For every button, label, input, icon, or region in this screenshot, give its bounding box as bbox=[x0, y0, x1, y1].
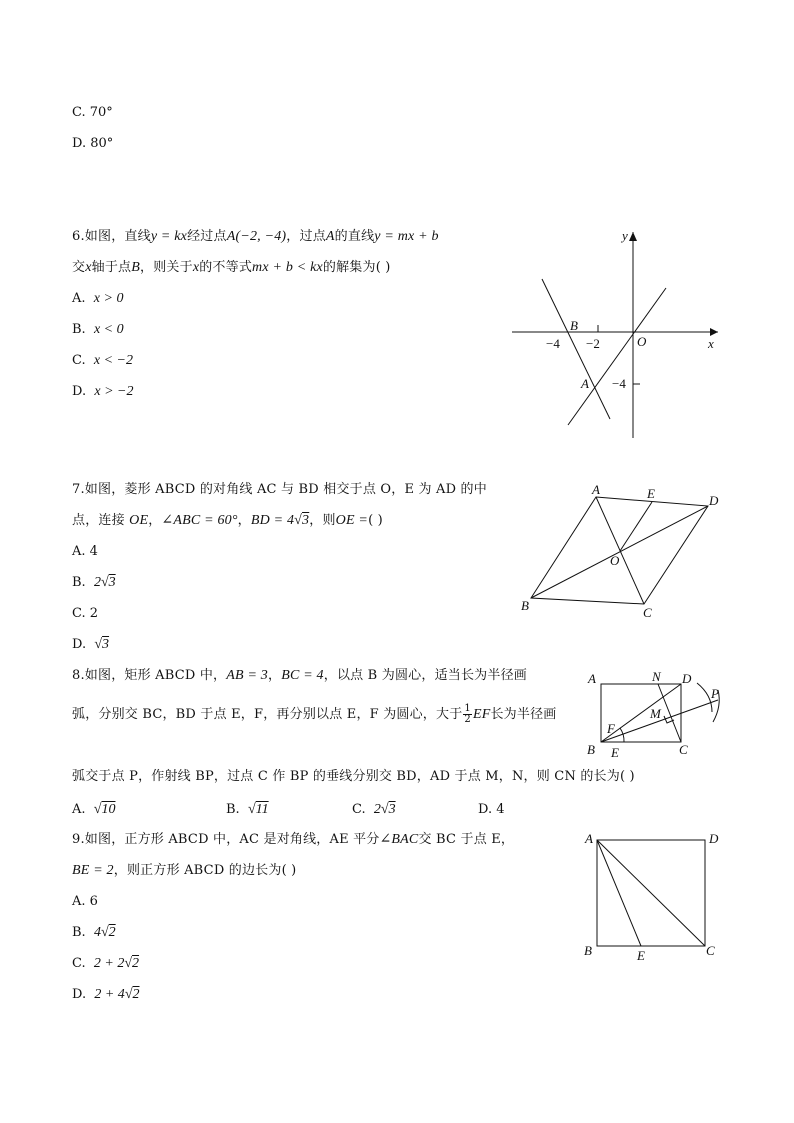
q8-label-b: B bbox=[587, 742, 595, 757]
q6-option-a[interactable]: A. x > 0 bbox=[72, 291, 124, 306]
q8-label-e: E bbox=[611, 745, 619, 760]
q8-label-p: P bbox=[711, 686, 719, 701]
q7-stem-line1: 7.如图，菱形 ABCD 的对角线 AC 与 BD 相交于点 O，E 为 AD 的中 bbox=[72, 482, 487, 497]
q7-label-a: A bbox=[592, 482, 600, 497]
q7-option-a[interactable]: A. 4 bbox=[72, 544, 98, 559]
q6-label-m4x: −4 bbox=[546, 336, 560, 351]
q8-fraction: $\frac{1}{2}$ bbox=[464, 703, 471, 725]
q9-label-a: A bbox=[585, 831, 593, 846]
q6-option-d[interactable]: D. x > −2 bbox=[72, 384, 134, 399]
q7-stem-line2: 点，连接 OE，∠ABC = 60°，BD = 4√3，则OE =( ) bbox=[72, 513, 383, 528]
q9-option-b[interactable]: B. 4√2 bbox=[72, 925, 116, 940]
q9-option-a[interactable]: A. 6 bbox=[72, 894, 98, 909]
q9-label-c: C bbox=[706, 943, 715, 958]
q9-bisector-ae bbox=[597, 840, 641, 946]
q9-stem-line2: BE = 2，则正方形 ABCD 的边长为( ) bbox=[72, 863, 297, 878]
q6-label-m2x: −2 bbox=[586, 336, 600, 351]
q6-option-c[interactable]: C. x < −2 bbox=[72, 353, 133, 368]
q9-option-c[interactable]: C. 2 + 2√2 bbox=[72, 956, 140, 971]
q6-label-m4y: −4 bbox=[612, 376, 626, 391]
q6-stem-line2: 交x轴于点B，则关于x的不等式mx + b < kx的解集为( ) bbox=[72, 260, 391, 275]
q7-option-d[interactable]: D. √3 bbox=[72, 637, 110, 652]
q6-label-x: x bbox=[708, 336, 714, 351]
q6-label-y: y bbox=[622, 228, 628, 243]
q7-label-o: O bbox=[610, 553, 620, 568]
q7-option-b[interactable]: B. 2√3 bbox=[72, 575, 116, 590]
q8-label-a: A bbox=[588, 671, 596, 686]
q6-stem-line1: 6.如图，直线y = kx经过点A(−2, −4)，过点A的直线y = mx + b bbox=[72, 229, 439, 244]
q6-label-a: A bbox=[581, 376, 589, 391]
q9-option-d[interactable]: D. 2 + 4√2 bbox=[72, 987, 140, 1002]
q6-label-o: O bbox=[637, 334, 647, 349]
q8-stem-line1: 8.如图，矩形 ABCD 中，AB = 3，BC = 4，以点 B 为圆心，适当长为半径画 bbox=[72, 668, 527, 683]
q8-option-d[interactable]: D. 4 bbox=[478, 802, 505, 817]
q8-option-a[interactable]: A. √10 bbox=[72, 802, 116, 817]
q8-stem-line3: 弧交于点 P，作射线 BP，过点 C 作 BP 的垂线分别交 BD，AD 于点 M，N，则 CN 的长为( ) bbox=[72, 769, 635, 784]
q8-label-d: D bbox=[682, 671, 692, 686]
q7-label-d: D bbox=[709, 493, 719, 508]
prev-option-d: D. 80° bbox=[72, 136, 114, 151]
q7-option-c[interactable]: C. 2 bbox=[72, 606, 99, 621]
q8-option-b[interactable]: B. √11 bbox=[226, 802, 269, 817]
q9-stem-line1: 9.如图，正方形 ABCD 中，AC 是对角线，AE 平分∠BAC交 BC 于点 E， bbox=[72, 832, 515, 847]
q6-option-b[interactable]: B. x < 0 bbox=[72, 322, 124, 337]
q8-label-c: C bbox=[679, 742, 688, 757]
q9-label-d: D bbox=[709, 831, 719, 846]
q6-label-b: B bbox=[570, 318, 578, 333]
q8-label-f: F bbox=[607, 721, 615, 736]
q8-option-c[interactable]: C. 2√3 bbox=[352, 802, 396, 817]
prev-option-c: C. 70° bbox=[72, 105, 113, 120]
q9-label-e: E bbox=[637, 948, 645, 963]
q7-label-b: B bbox=[521, 598, 529, 613]
q9-diagonal-ac bbox=[597, 840, 705, 946]
q8-stem-line2: 弧，分别交 BC，BD 于点 E，F，再分别以点 E，F 为圆心，大于 $\frac{1}{2}$ EF长为半径画 bbox=[72, 703, 557, 725]
q8-label-m: M bbox=[650, 706, 661, 721]
q7-label-e: E bbox=[647, 486, 655, 501]
q8-label-n: N bbox=[652, 669, 661, 684]
q7-label-c: C bbox=[643, 605, 652, 620]
q9-label-b: B bbox=[584, 943, 592, 958]
